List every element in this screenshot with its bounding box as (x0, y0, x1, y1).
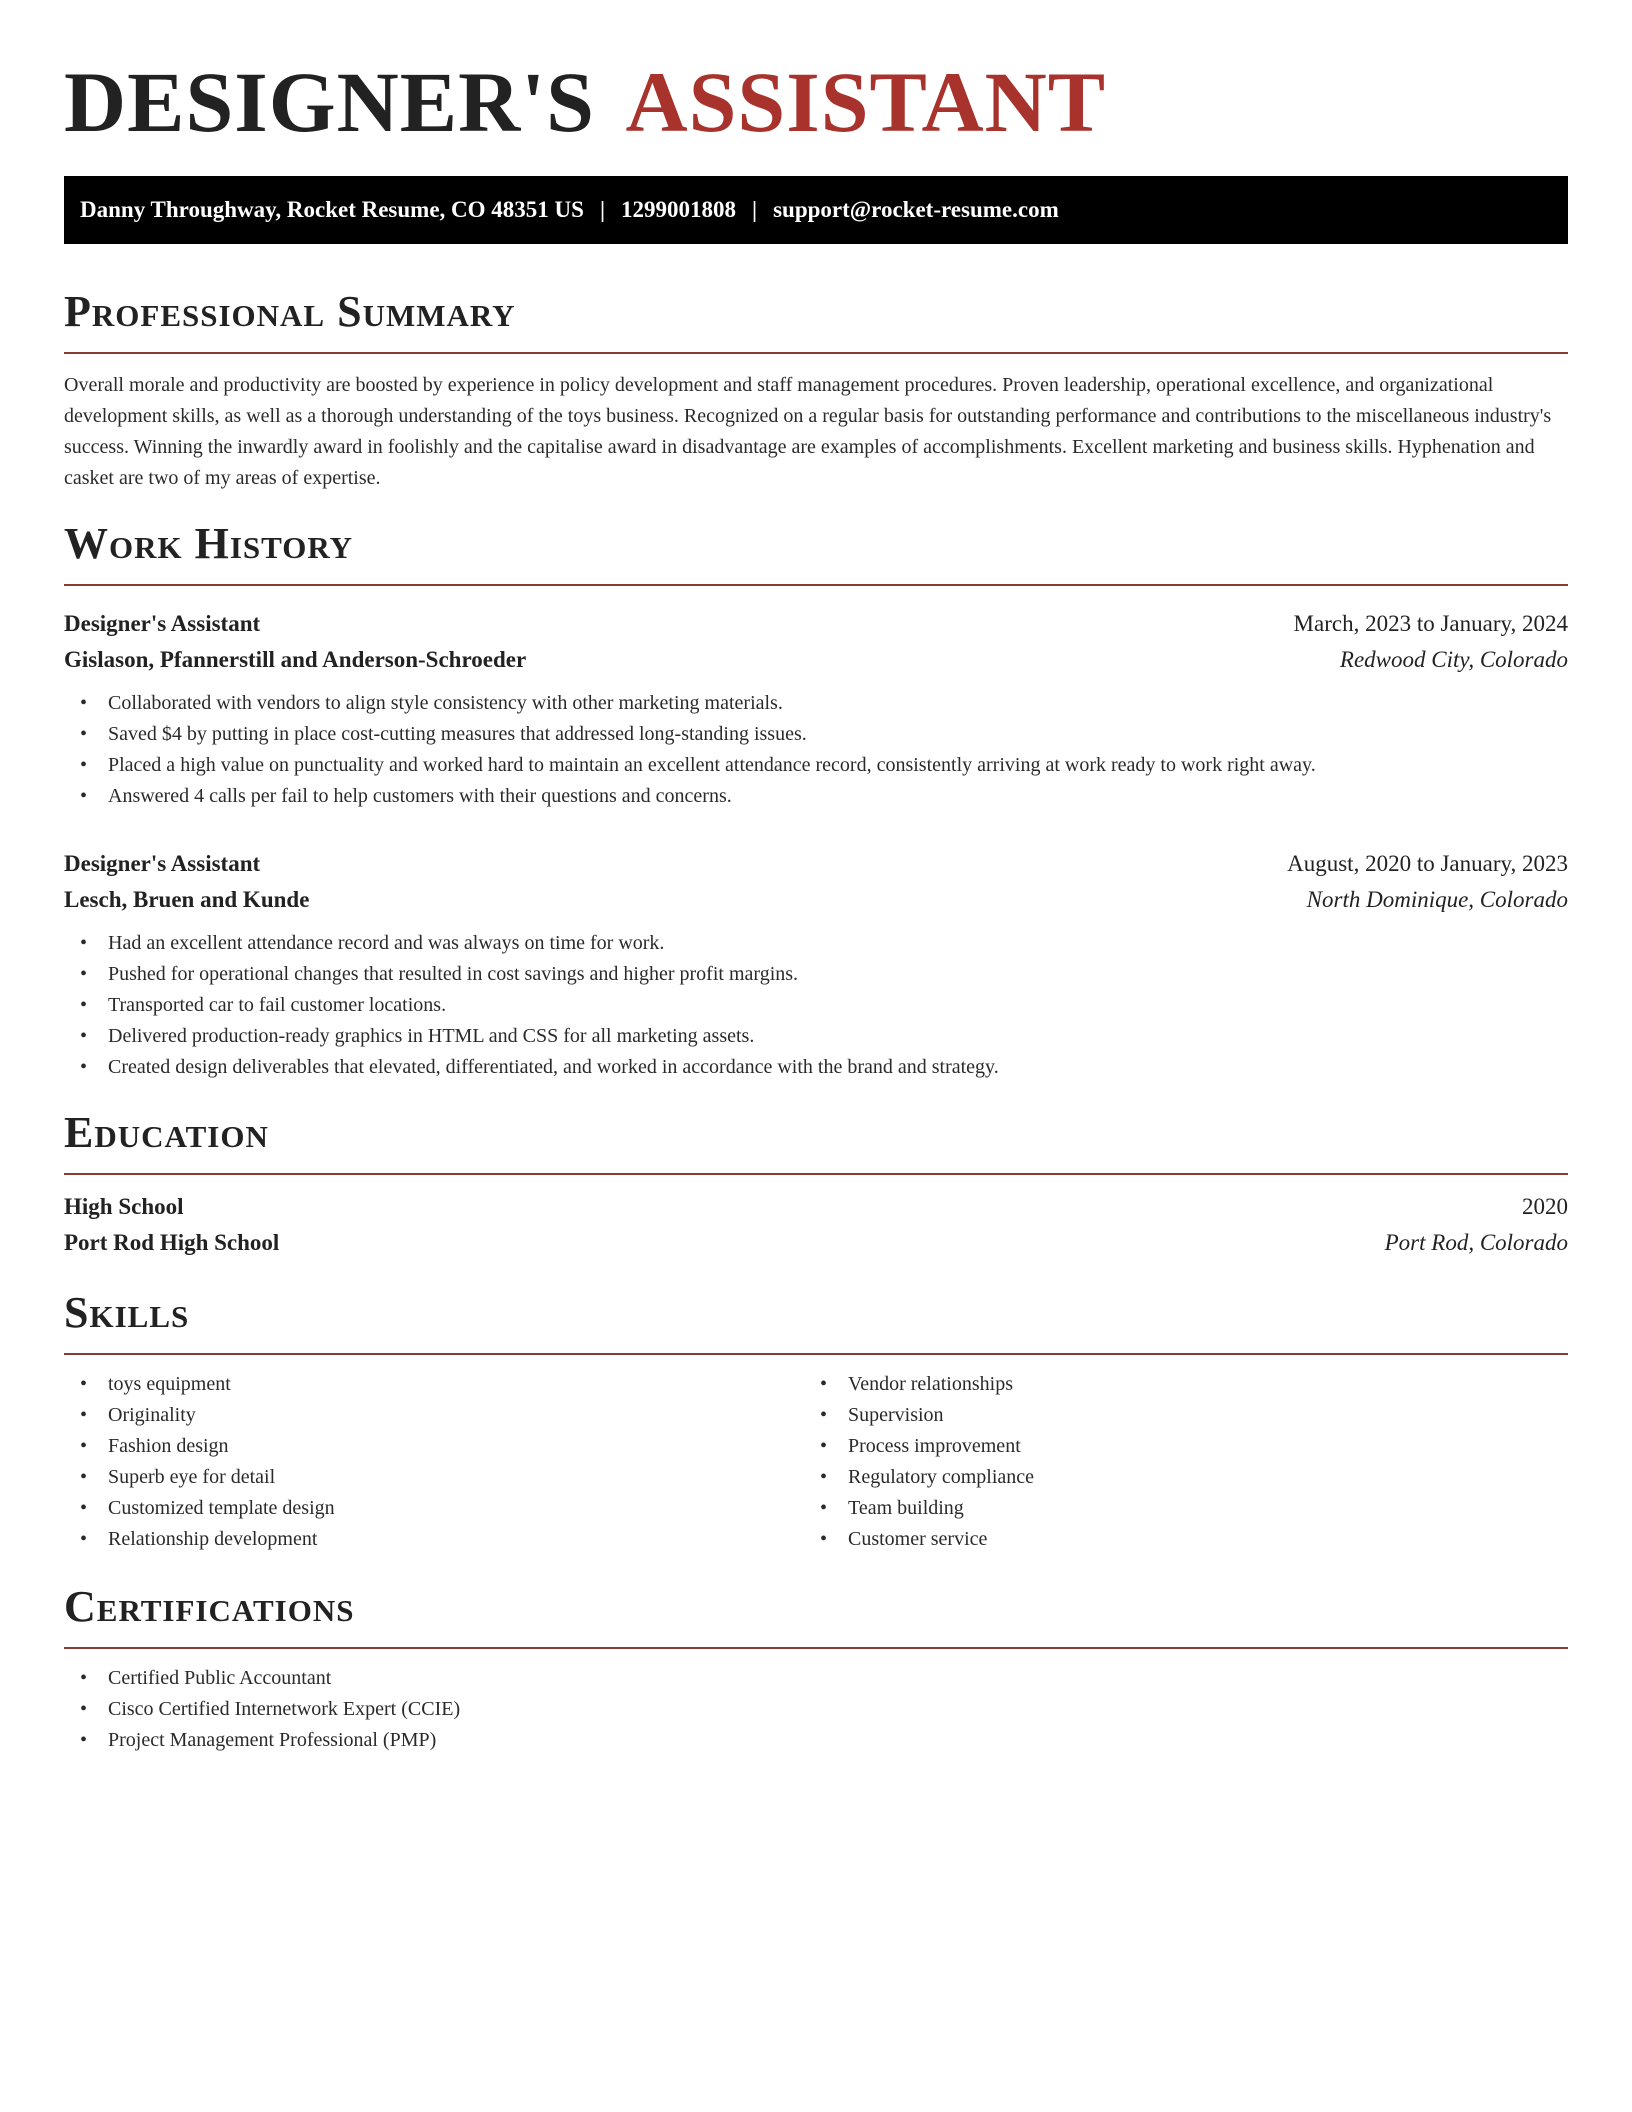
resume-title (64, 0, 1568, 176)
job-location: Redwood City, Colorado (1339, 647, 1568, 672)
education-section (64, 1109, 1568, 1261)
education-location: Port Rod, Colorado (1384, 1230, 1568, 1255)
section-divider (64, 584, 1568, 586)
contact-address: Danny Throughway, Rocket Resume, CO 48351 US (80, 197, 584, 222)
skill-item: • Team building (804, 1493, 1544, 1524)
resume-page (64, 0, 1568, 1756)
section-heading: Work History (64, 519, 354, 568)
job-company: Gislason, Pfannerstill and Anderson-Schroeder (64, 647, 527, 672)
skill-item: • Fashion design (64, 1431, 804, 1462)
skill-item: • Supervision (804, 1400, 1544, 1431)
certification-item: • Certified Public Accountant (64, 1663, 1568, 1694)
certification-item: • Project Management Professional (PMP) (64, 1725, 1568, 1756)
contact-bar (64, 176, 1568, 244)
job-entry (64, 846, 1568, 1083)
job-bullets (64, 928, 1568, 1083)
job-title: Designer's Assistant (64, 611, 261, 636)
contact-email: support@rocket-resume.com (773, 197, 1059, 222)
job-bullets (64, 688, 1568, 812)
skill-item: • toys equipment (64, 1369, 804, 1400)
skills-columns (64, 1369, 1568, 1555)
contact-separator: | (752, 197, 758, 222)
certification-item: • Cisco Certified Internetwork Expert (CCIE) (64, 1694, 1568, 1725)
skill-item: • Superb eye for detail (64, 1462, 804, 1493)
skill-item: • Relationship development (64, 1524, 804, 1555)
list-item: • Answered 4 calls per fail to help customers with their questions and concerns. (64, 781, 1568, 812)
list-item: • Had an excellent attendance record and was always on time for work. (64, 928, 1568, 959)
job-dates: August, 2020 to January, 2023 (1287, 851, 1568, 876)
job-dates: March, 2023 to January, 2024 (1293, 611, 1568, 636)
title-main: DESIGNER'S (64, 54, 595, 150)
section-heading: Education (64, 1108, 269, 1157)
title-accent: ASSISTANT (625, 54, 1107, 150)
list-item: • Saved $4 by putting in place cost-cutting measures that addressed long-standing issues. (64, 719, 1568, 750)
section-heading: Certifications (64, 1582, 355, 1631)
certifications-section (64, 1583, 1568, 1756)
job-entry (64, 606, 1568, 812)
skill-item: • Regulatory compliance (804, 1462, 1544, 1493)
work-history-section (64, 520, 1568, 1083)
skill-item: • Customized template design (64, 1493, 804, 1524)
section-divider (64, 1647, 1568, 1649)
section-divider (64, 352, 1568, 354)
contact-separator: | (599, 197, 606, 222)
section-heading: Professional Summary (64, 287, 516, 336)
list-item: • Created design deliverables that elevated, differentiated, and worked in accordance with the brand and strategy. (64, 1052, 1568, 1083)
list-item: • Placed a high value on punctuality and worked hard to maintain an excellent attendance record, consistently arriving at work ready to work right away. (64, 750, 1568, 781)
skills-right-column (804, 1369, 1544, 1555)
section-divider (64, 1353, 1568, 1355)
section-divider (64, 1173, 1568, 1175)
list-item: • Delivered production-ready graphics in HTML and CSS for all marketing assets. (64, 1021, 1568, 1052)
skills-left-column (64, 1369, 804, 1555)
list-item: • Collaborated with vendors to align style consistency with other marketing materials. (64, 688, 1568, 719)
job-location: North Dominique, Colorado (1306, 887, 1568, 912)
skill-item: • Vendor relationships (804, 1369, 1544, 1400)
summary-text: Overall morale and productivity are boosted by experience in policy development and staff management procedures. Proven leadership, operational excellence, and organizational development skills, as well as a thorough understanding of the toys business. Recognized on a regular basis for outstanding performance and contributions to the miscellaneous industry's success. Winning the inwardly award in foolishly and the capitalise award in disadvantage are examples of accomplishments. Excellent marketing and business skills. Hyphenation and casket are two of my areas of expertise. (64, 374, 1552, 489)
contact-phone: 1299001808 (621, 197, 737, 222)
section-heading: Skills (64, 1288, 190, 1337)
certifications-list (64, 1663, 1568, 1756)
education-year: 2020 (1522, 1194, 1568, 1219)
education-school: Port Rod High School (64, 1230, 280, 1255)
job-company: Lesch, Bruen and Kunde (64, 887, 310, 912)
list-item: • Pushed for operational changes that resulted in cost savings and higher profit margins. (64, 959, 1568, 990)
list-item: • Transported car to fail customer locations. (64, 990, 1568, 1021)
job-title: Designer's Assistant (64, 851, 261, 876)
skill-item: • Originality (64, 1400, 804, 1431)
skill-item: • Process improvement (804, 1431, 1544, 1462)
summary-section (64, 288, 1568, 494)
education-degree: High School (64, 1194, 184, 1219)
skills-section (64, 1289, 1568, 1555)
skill-item: • Customer service (804, 1524, 1544, 1555)
education-entry (64, 1189, 1568, 1261)
